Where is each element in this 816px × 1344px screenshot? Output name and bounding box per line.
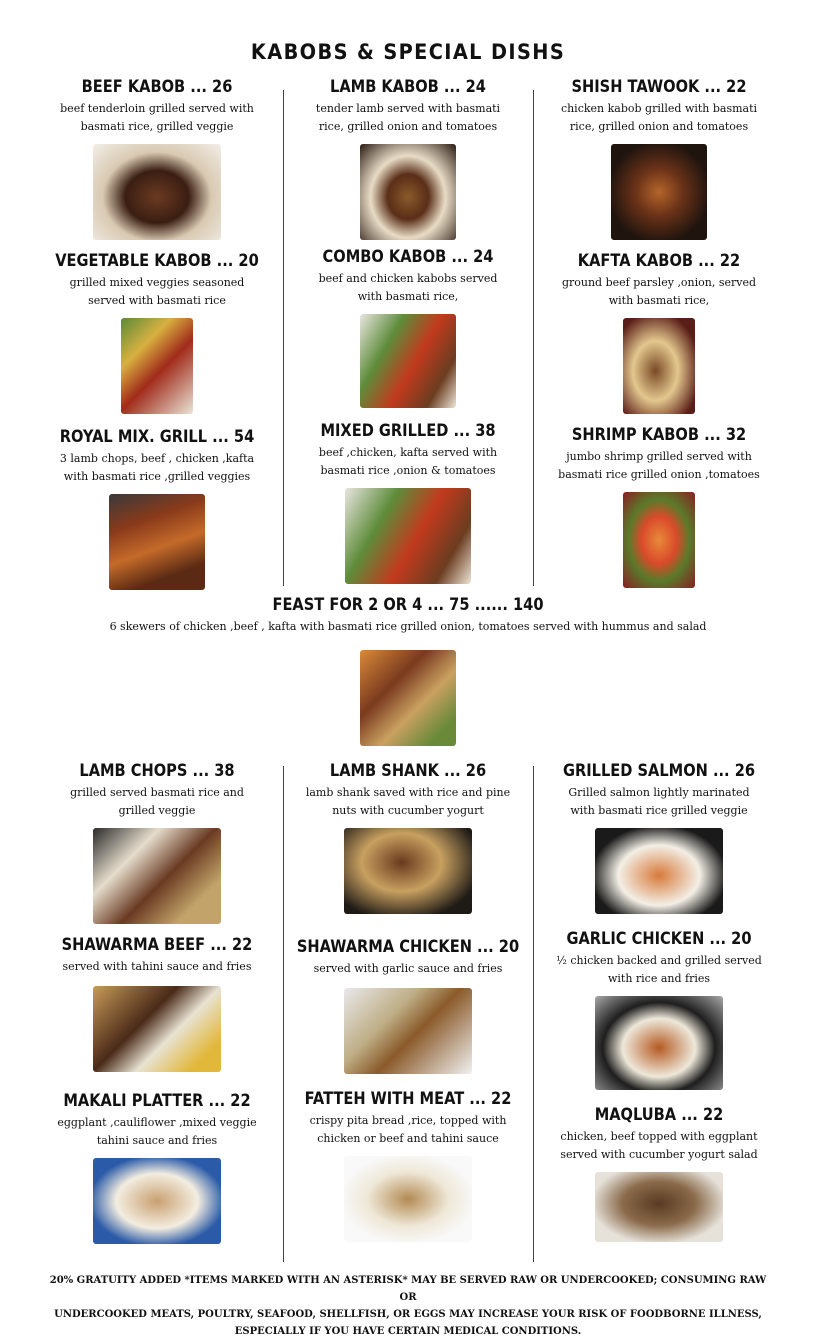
item-title: MIXED GRILLED ... 38: [320, 421, 496, 441]
menu-item-kafta-kabob: [529, 250, 789, 414]
item-description: 6 skewers of chicken ,beef , kafta with basmati rice grilled onion, tomatoes served with hummus and salad: [109, 620, 707, 633]
item-description: eggplant ,cauliflower ,mixed veggie tahini sauce and fries: [57, 1116, 257, 1147]
item-title: BEEF KABOB ... 26: [81, 77, 233, 97]
food-photo: [360, 144, 456, 240]
food-photo: [93, 986, 221, 1072]
item-title: GRILLED SALMON ... 26: [562, 761, 756, 781]
food-photo: [623, 318, 695, 414]
item-title: MAQLUBA ... 22: [594, 1105, 724, 1125]
item-description: beef ,chicken, kafta served with basmati rice ,onion & tomatoes: [318, 446, 498, 477]
item-description: chicken kabob grilled with basmati rice, grilled onion and tomatoes: [560, 102, 758, 133]
item-title: SHAWARMA CHICKEN ... 20: [296, 937, 520, 957]
item-title: SHISH TAWOOK ... 22: [571, 77, 747, 97]
item-title: ROYAL MIX. GRILL ... 54: [59, 427, 255, 447]
item-description: beef and chicken kabobs served with basmati rice,: [318, 272, 498, 303]
item-title: KAFTA KABOB ... 22: [577, 251, 741, 271]
item-title: SHRIMP KABOB ... 32: [571, 425, 747, 445]
item-description: tender lamb served with basmati rice, grilled onion and tomatoes: [315, 102, 501, 133]
item-description: served with tahini sauce and fries: [62, 960, 252, 973]
food-photo: [93, 828, 221, 924]
menu-item-fatteh-with-meat: [278, 1088, 538, 1242]
item-title: VEGETABLE KABOB ... 20: [55, 251, 259, 271]
food-photo: [360, 650, 456, 746]
item-description: served with garlic sauce and fries: [313, 962, 503, 975]
menu-item-grilled-salmon: [529, 760, 789, 914]
menu-item-feast: [0, 594, 816, 746]
item-description: ½ chicken backed and grilled served with rice and fries: [556, 954, 762, 985]
menu-item-shrimp-kabob: [529, 424, 789, 588]
item-description: grilled mixed veggies seasoned served with basmati rice: [69, 276, 245, 307]
item-description: lamb shank saved with rice and pine nuts with cucumber yogurt: [305, 786, 511, 817]
item-title: LAMB CHOPS ... 38: [79, 761, 235, 781]
menu-item-vegetable-kabob: [27, 250, 287, 414]
food-photo: [344, 1156, 472, 1242]
menu-item-makali-platter: [27, 1090, 287, 1244]
food-photo: [595, 1172, 723, 1242]
menu-item-beef-kabob: [27, 76, 287, 240]
menu-item-garlic-chicken: [529, 928, 789, 1090]
item-description: 3 lamb chops, beef , chicken ,kafta with basmati rice ,grilled veggies: [59, 452, 255, 483]
menu-item-mixed-grilled: [278, 420, 538, 584]
item-description: jumbo shrimp grilled served with basmati rice grilled onion ,tomatoes: [558, 450, 760, 481]
menu-item-shish-tawook: [529, 76, 789, 240]
item-title: SHAWARMA BEEF ... 22: [61, 935, 253, 955]
item-description: crispy pita bread ,rice, topped with chicken or beef and tahini sauce: [309, 1114, 507, 1145]
food-photo: [360, 314, 456, 408]
item-title: COMBO KABOB ... 24: [322, 247, 494, 267]
item-title: LAMB KABOB ... 24: [330, 77, 486, 97]
menu-item-combo-kabob: [278, 246, 538, 408]
menu-item-lamb-shank: [278, 760, 538, 914]
menu-item-lamb-chops: [27, 760, 287, 924]
menu-item-shawarma-chicken: [278, 936, 538, 1074]
food-photo: [623, 492, 695, 588]
menu-item-maqluba: [529, 1104, 789, 1242]
item-description: Grilled salmon lightly marinated with basmati rice grilled veggie: [568, 786, 750, 817]
food-photo: [595, 828, 723, 914]
item-title: LAMB SHANK ... 26: [329, 761, 487, 781]
food-photo: [109, 494, 205, 590]
menu-item-shawarma-beef: [27, 934, 287, 1072]
food-photo: [121, 318, 193, 414]
food-photo: [595, 996, 723, 1090]
food-photo: [93, 1158, 221, 1244]
footer-line: UNDERCOOKED MEATS, POULTRY, SEAFOOD, SHELLFISH, OR EGGS MAY INCREASE YOUR RISK OF FOODBORNE ILLNESS,: [54, 1309, 762, 1320]
food-photo: [93, 144, 221, 240]
item-description: grilled served basmati rice and grilled veggie: [70, 786, 244, 817]
item-title: FATTEH WITH MEAT ... 22: [304, 1089, 512, 1109]
page-title: KABOBS & SPECIAL DISHS: [250, 40, 566, 64]
footer-disclaimer: [40, 1272, 776, 1340]
menu-item-royal-mix-grill: [27, 426, 287, 590]
menu-item-lamb-kabob: [278, 76, 538, 240]
food-photo: [345, 488, 471, 584]
item-description: ground beef parsley ,onion, served with basmati rice,: [561, 276, 757, 307]
footer-line: ESPECIALLY IF YOU HAVE CERTAIN MEDICAL CONDITIONS.: [234, 1326, 582, 1337]
item-title: GARLIC CHICKEN ... 20: [566, 929, 752, 949]
food-photo: [344, 988, 472, 1074]
item-title: FEAST FOR 2 OR 4 ... 75 ...... 140: [272, 595, 544, 615]
footer-line: 20% GRATUITY ADDED *ITEMS MARKED WITH AN ASTERISK* MAY BE SERVED RAW OR UNDERCOOKED; CONSUMING RAW OR: [49, 1275, 767, 1303]
item-title: MAKALI PLATTER ... 22: [63, 1091, 251, 1111]
food-photo: [611, 144, 707, 240]
food-photo: [344, 828, 472, 914]
item-description: beef tenderloin grilled served with basmati rice, grilled veggie: [60, 102, 254, 133]
item-description: chicken, beef topped with eggplant served with cucumber yogurt salad: [560, 1130, 758, 1161]
